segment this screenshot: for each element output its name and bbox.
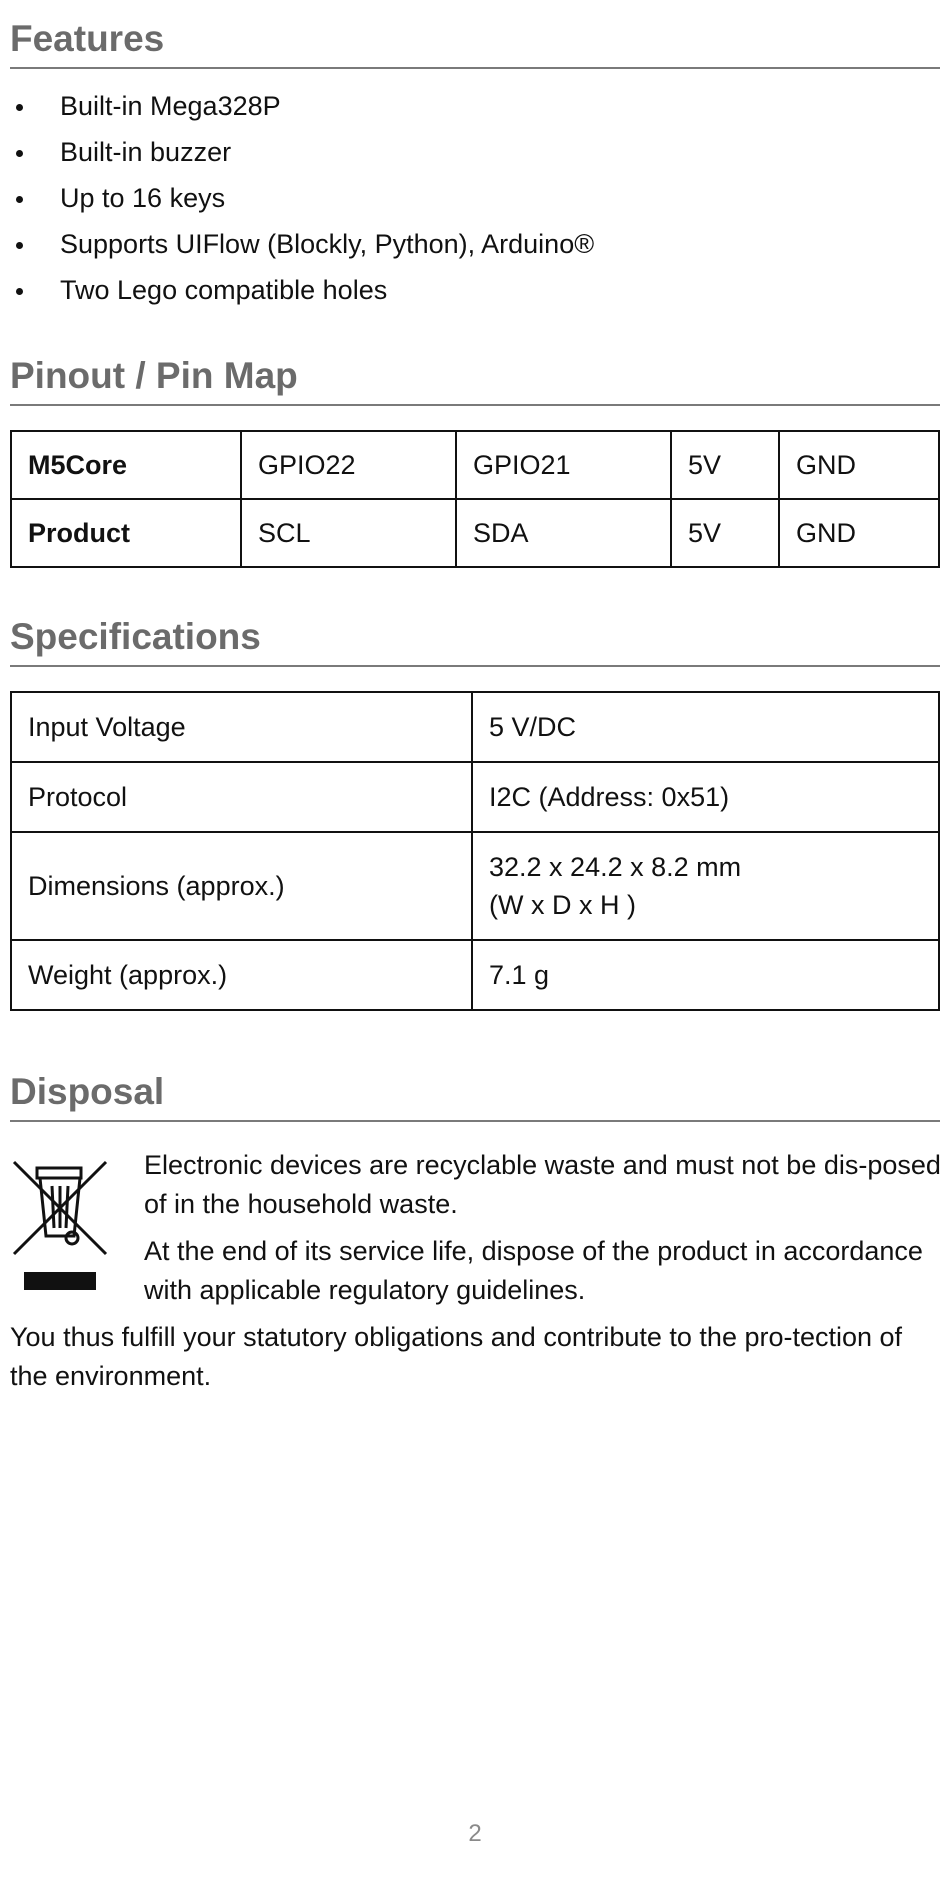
feature-text: Supports UIFlow (Blockly, Python), Arduino® [60, 229, 595, 259]
spec-value-cell: I2C (Address: 0x51) [472, 762, 939, 832]
table-cell: GPIO22 [241, 431, 456, 499]
disposal-heading: Disposal [10, 1073, 940, 1122]
features-heading: Features [10, 20, 940, 69]
pinout-table [10, 430, 940, 568]
list-item [10, 221, 940, 267]
table-cell: GPIO21 [456, 431, 671, 499]
disposal-paragraph: Electronic devices are recyclable waste and must not be dis-posed of in the household waste. [144, 1150, 941, 1219]
spec-label-cell: Dimensions (approx.) [11, 832, 472, 940]
list-item [10, 175, 940, 221]
row-header-cell: M5Core [11, 431, 241, 499]
document-page [10, 0, 940, 1396]
table-cell: GND [779, 499, 939, 567]
bullet-icon [16, 150, 23, 157]
table-row [11, 832, 939, 940]
table-row [11, 431, 939, 499]
list-item [10, 83, 940, 129]
feature-text: Two Lego compatible holes [60, 275, 388, 305]
bullet-icon [16, 196, 23, 203]
spec-value-line: 32.2 x 24.2 x 8.2 mm [489, 852, 742, 882]
table-cell: SCL [241, 499, 456, 567]
spec-label-cell: Protocol [11, 762, 472, 832]
specifications-table [10, 691, 940, 1011]
pinout-heading: Pinout / Pin Map [10, 357, 940, 406]
table-row [11, 940, 939, 1010]
list-item [10, 129, 940, 175]
table-row [11, 692, 939, 762]
spec-value-cell: 5 V/DC [472, 692, 939, 762]
bullet-icon [16, 242, 23, 249]
table-cell: GND [779, 431, 939, 499]
row-header-cell: Product [11, 499, 241, 567]
spec-label-cell: Input Voltage [11, 692, 472, 762]
table-row [11, 762, 939, 832]
disposal-footer-text: You thus fulfill your statutory obligations and contribute to the pro-tection of the environment. [10, 1322, 903, 1391]
list-item [10, 267, 940, 313]
disposal-paragraph: At the end of its service life, dispose of the product in accordance with applicable regulatory guidelines. [144, 1236, 923, 1305]
table-row [11, 499, 939, 567]
spec-value-cell [472, 832, 939, 940]
table-cell: SDA [456, 499, 671, 567]
bullet-icon [16, 104, 23, 111]
feature-text: Built-in buzzer [60, 137, 232, 167]
specifications-heading: Specifications [10, 618, 940, 667]
disposal-block [10, 1146, 940, 1336]
disposal-text [144, 1146, 950, 1318]
spec-label-cell: Weight (approx.) [11, 940, 472, 1010]
crossed-out-wheelie-bin-icon [10, 1158, 110, 1298]
feature-text: Up to 16 keys [60, 183, 226, 213]
spec-value-cell: 7.1 g [472, 940, 939, 1010]
page-number: 2 [468, 1820, 482, 1847]
feature-text: Built-in Mega328P [60, 91, 281, 121]
spec-value-line: (W x D x H ) [489, 890, 636, 920]
bullet-icon [16, 288, 23, 295]
table-cell: 5V [671, 431, 779, 499]
table-cell: 5V [671, 499, 779, 567]
features-list [10, 83, 940, 313]
